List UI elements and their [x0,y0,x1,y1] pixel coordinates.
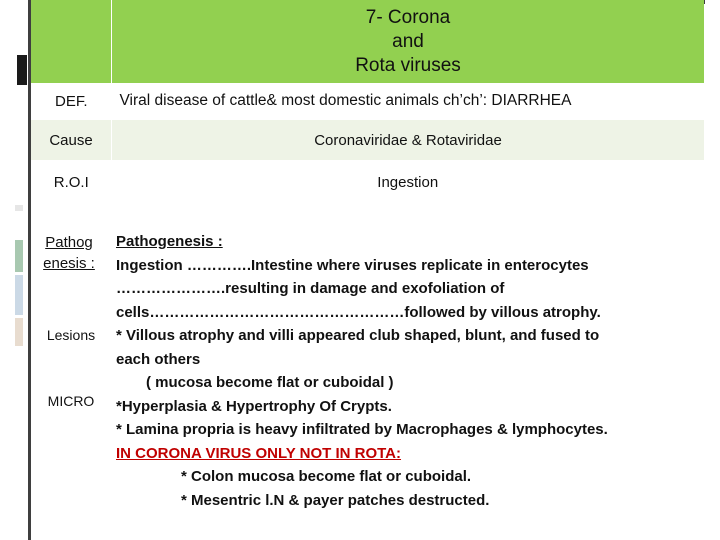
corona-only-heading: IN CORONA VIRUS ONLY NOT IN ROTA: [116,444,402,462]
corona-only-line: * Colon mucosa become flat or cuboidal. [181,468,472,485]
definition-table [31,0,704,204]
accent-strip [15,318,23,346]
title-line: and [392,30,424,52]
def-value: Viral disease of cattle& most domestic animals ch’ch’: DIARRHEA [112,83,705,120]
lesion-line: * Villous atrophy and villi appeared club shaped, blunt, and fused to [116,327,600,344]
lesion-line: each others [116,350,201,368]
micro-label: MICRO [47,393,95,409]
slide-title [112,0,705,83]
header-corner-cell [31,0,112,83]
cause-label: Cause [31,120,112,161]
corona-only-line: * Mesentric l.N & payer patches destructed. [181,491,490,509]
title-line: 7- Corona [365,6,451,28]
roi-label: R.O.I [31,160,112,204]
title-line: Rota viruses [355,54,461,76]
slide-marker-bar [17,55,27,85]
pathogenesis-line: ………………….resulting in damage and exofoliation of [116,280,505,297]
pathogenesis-heading: Pathogenesis : [116,233,223,250]
micro-line: *Hyperplasia & Hypertrophy Of Crypts. [116,397,392,415]
details-content [116,230,706,512]
cause-value: Coronaviridae & Rotaviridae [112,120,705,161]
def-label: DEF. [31,83,112,120]
accent-strip [15,240,23,272]
accent-strip [15,205,23,211]
accent-strip [15,275,23,315]
pathogenesis-label [33,232,105,274]
roi-value: Ingestion [112,160,705,204]
pathogenesis-line: cells……………………………………………followed by villous atrophy. [116,303,601,321]
pathogenesis-line: Ingestion ………….Intestine where viruses replicate in enterocytes [116,256,589,274]
mucosa-note: ( mucosa become flat or cuboidal ) [146,374,394,391]
pathogenesis-label-line: enesis : [43,255,95,272]
details-section [31,223,704,523]
pathogenesis-label-line: Pathog [45,234,93,251]
micro-line: * Lamina propria is heavy infiltrated by Macrophages & lymphocytes. [116,421,608,438]
lesions-label: Lesions [46,327,96,343]
